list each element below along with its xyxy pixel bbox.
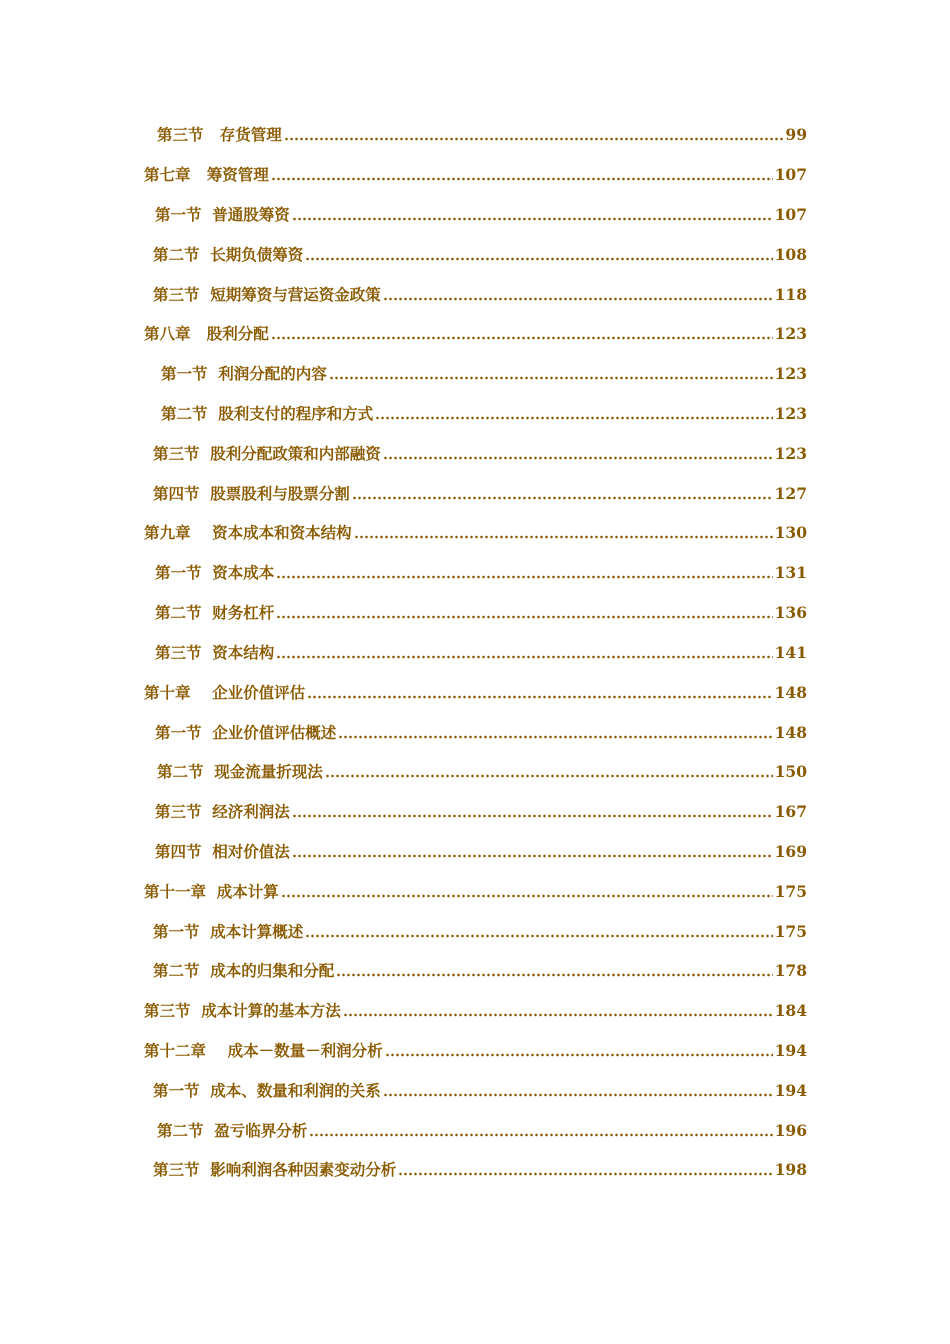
toc-entry-label: 第三节 资本结构 bbox=[155, 643, 275, 662]
dot-leader bbox=[305, 257, 772, 261]
toc-page-number: 178 bbox=[774, 961, 807, 980]
toc-entry-section-common-stock[interactable] bbox=[0, 201, 807, 229]
dot-leader bbox=[271, 336, 773, 340]
toc-entry-label: 第四节 相对价值法 bbox=[155, 842, 290, 861]
dot-leader bbox=[307, 695, 773, 699]
toc-entry-chapter-9[interactable] bbox=[0, 519, 807, 547]
toc-entry-label: 第二节 现金流量折现法 bbox=[157, 762, 323, 781]
toc-entry-section-capital-structure[interactable] bbox=[0, 639, 807, 667]
toc-entry-section-economic-profit[interactable] bbox=[0, 798, 807, 826]
dot-leader bbox=[292, 814, 773, 818]
toc-entry-section-long-term-debt[interactable] bbox=[0, 241, 807, 269]
toc-entry-label: 第一节 成本、数量和利润的关系 bbox=[153, 1081, 381, 1100]
toc-entry-section-valuation-overview[interactable] bbox=[0, 719, 807, 747]
toc-page-number: 118 bbox=[774, 285, 807, 304]
toc-page-number: 167 bbox=[774, 802, 807, 821]
toc-entry-section-costing-methods[interactable] bbox=[0, 997, 807, 1025]
dot-leader bbox=[329, 376, 773, 380]
toc-entry-label: 第一节 资本成本 bbox=[155, 563, 275, 582]
toc-page-number: 99 bbox=[785, 125, 807, 144]
dot-leader bbox=[375, 416, 772, 420]
toc-page-number: 108 bbox=[774, 245, 807, 264]
toc-entry-section-dcf[interactable] bbox=[0, 758, 807, 786]
dot-leader bbox=[281, 894, 773, 898]
toc-entry-label: 第三节 经济利润法 bbox=[155, 802, 290, 821]
toc-entry-section-dividend-policy[interactable] bbox=[0, 440, 807, 468]
toc-entry-label: 第十一章 成本计算 bbox=[144, 882, 279, 901]
toc-entry-label: 第九章 资本成本和资本结构 bbox=[144, 523, 352, 542]
dot-leader bbox=[398, 1172, 772, 1176]
dot-leader bbox=[383, 297, 773, 301]
toc-entry-label: 第一节 成本计算概述 bbox=[153, 922, 304, 941]
dot-leader bbox=[352, 496, 773, 500]
toc-page-number: 198 bbox=[774, 1160, 807, 1179]
toc-page-number: 130 bbox=[774, 523, 807, 542]
dot-leader bbox=[276, 655, 772, 659]
toc-entry-section-dividend-payment[interactable] bbox=[0, 400, 807, 428]
dot-leader bbox=[271, 177, 773, 181]
toc-entry-label: 第一节 企业价值评估概述 bbox=[155, 723, 337, 742]
toc-page-number: 127 bbox=[774, 484, 807, 503]
toc-page-number: 194 bbox=[774, 1081, 807, 1100]
dot-leader bbox=[309, 1133, 772, 1137]
toc-entry-section-short-term-financing[interactable] bbox=[0, 281, 807, 309]
toc-entry-label: 第十二章 成本－数量－利润分析 bbox=[144, 1041, 383, 1060]
toc-page-number: 136 bbox=[774, 603, 807, 622]
toc-entry-section-break-even[interactable] bbox=[0, 1117, 807, 1145]
toc-entry-section-cost-of-capital[interactable] bbox=[0, 559, 807, 587]
toc-entry-label: 第八章 股利分配 bbox=[144, 324, 269, 343]
dot-leader bbox=[292, 217, 773, 221]
toc-page-number: 148 bbox=[774, 723, 807, 742]
toc-entry-label: 第三节 股利分配政策和内部融资 bbox=[153, 444, 381, 463]
toc-entry-label: 第二节 股利支付的程序和方式 bbox=[161, 404, 374, 423]
toc-entry-label: 第二节 盈亏临界分析 bbox=[157, 1121, 308, 1140]
toc-page-number: 107 bbox=[774, 165, 807, 184]
dot-leader bbox=[276, 615, 772, 619]
toc-page-number: 123 bbox=[774, 404, 807, 423]
dot-leader bbox=[325, 774, 773, 778]
dot-leader bbox=[383, 1093, 773, 1097]
toc-entry-label: 第一节 普通股筹资 bbox=[155, 205, 290, 224]
dot-leader bbox=[276, 575, 772, 579]
toc-entry-label: 第三节 成本计算的基本方法 bbox=[144, 1001, 341, 1020]
toc-entry-section-inventory-management[interactable] bbox=[0, 121, 807, 149]
dot-leader bbox=[343, 1013, 773, 1017]
toc-entry-section-stock-dividend-split[interactable] bbox=[0, 480, 807, 508]
dot-leader bbox=[354, 535, 773, 539]
toc-page-number: 175 bbox=[774, 922, 807, 941]
dot-leader bbox=[305, 934, 772, 938]
toc-entry-label: 第一节 利润分配的内容 bbox=[161, 364, 327, 383]
toc-entry-chapter-7[interactable] bbox=[0, 161, 807, 189]
toc-page-number: 169 bbox=[774, 842, 807, 861]
dot-leader bbox=[292, 854, 773, 858]
toc-page-number: 107 bbox=[774, 205, 807, 224]
dot-leader bbox=[383, 456, 773, 460]
toc-entry-chapter-8[interactable] bbox=[0, 320, 807, 348]
toc-page-number: 141 bbox=[774, 643, 807, 662]
toc-entry-label: 第二节 成本的归集和分配 bbox=[153, 961, 335, 980]
toc-page-number: 131 bbox=[774, 563, 807, 582]
toc-page-number: 148 bbox=[774, 683, 807, 702]
dot-leader bbox=[385, 1053, 773, 1057]
toc-page-number: 175 bbox=[774, 882, 807, 901]
toc-entry-chapter-11[interactable] bbox=[0, 878, 807, 906]
toc-entry-chapter-10[interactable] bbox=[0, 679, 807, 707]
toc-page-number: 184 bbox=[774, 1001, 807, 1020]
toc-entry-label: 第十章 企业价值评估 bbox=[144, 683, 306, 702]
dot-leader bbox=[338, 735, 772, 739]
toc-entry-label: 第二节 长期负债筹资 bbox=[153, 245, 304, 264]
toc-entry-label: 第三节 短期筹资与营运资金政策 bbox=[153, 285, 381, 304]
toc-entry-section-relative-value[interactable] bbox=[0, 838, 807, 866]
toc-entry-label: 第四节 股票股利与股票分割 bbox=[153, 484, 350, 503]
toc-entry-label: 第三节 影响利润各种因素变动分析 bbox=[153, 1160, 397, 1179]
dot-leader bbox=[284, 137, 784, 141]
toc-page-number: 150 bbox=[774, 762, 807, 781]
toc-page-number: 123 bbox=[774, 324, 807, 343]
toc-page-number: 194 bbox=[774, 1041, 807, 1060]
toc-entry-section-profit-factor-analysis[interactable] bbox=[0, 1156, 807, 1184]
toc-entry-section-cost-allocation[interactable] bbox=[0, 957, 807, 985]
dot-leader bbox=[336, 973, 772, 977]
toc-page-number: 123 bbox=[774, 364, 807, 383]
toc-entry-section-financial-leverage[interactable] bbox=[0, 599, 807, 627]
toc-entry-chapter-12[interactable] bbox=[0, 1037, 807, 1065]
toc-page-number: 196 bbox=[774, 1121, 807, 1140]
toc-entry-section-cvp-relationship[interactable] bbox=[0, 1077, 807, 1105]
toc-entry-section-costing-overview[interactable] bbox=[0, 918, 807, 946]
toc-page-number: 123 bbox=[774, 444, 807, 463]
toc-entry-label: 第二节 财务杠杆 bbox=[155, 603, 275, 622]
toc-entry-label: 第三节 存货管理 bbox=[157, 125, 282, 144]
toc-entry-label: 第七章 筹资管理 bbox=[144, 165, 269, 184]
toc-entry-section-profit-distribution-content[interactable] bbox=[0, 360, 807, 388]
